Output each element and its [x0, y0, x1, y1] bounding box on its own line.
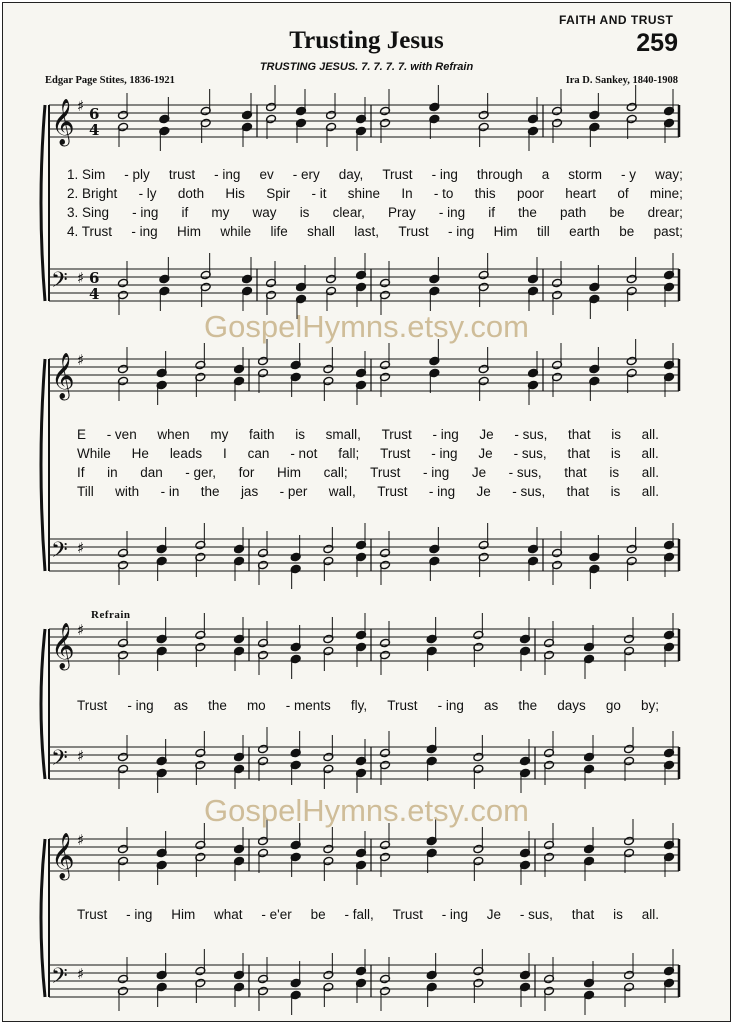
lyric-syllable: that [571, 907, 595, 922]
lyric-syllable: with [115, 484, 140, 499]
lyric-syllable: - per [279, 484, 308, 499]
system-brace [41, 839, 45, 997]
lyric-syllable: - ing [422, 465, 450, 480]
lyric-syllable: mine; [649, 186, 683, 201]
lyric-syllable: can [247, 446, 270, 461]
lyric-syllable: the [208, 698, 227, 713]
lyric-syllable: earth [569, 224, 600, 239]
lyric-syllable: all. [641, 465, 659, 480]
lyric-syllable: - sus, [513, 446, 547, 461]
lyric-syllable: - sus, [514, 427, 548, 442]
lyric-syllable: - fall, [344, 907, 374, 922]
lyric-syllable: While [77, 446, 111, 461]
system-brace [41, 359, 45, 571]
lyric-syllable: - ing [437, 698, 464, 713]
lyric-syllable: mo [246, 698, 266, 713]
hymn-title: Trusting Jesus [289, 27, 444, 54]
lyric-syllable: In [401, 186, 413, 201]
lyric-syllable: as [483, 698, 499, 713]
lyric-syllable: day, [338, 167, 364, 182]
lyric-syllable: is [299, 205, 310, 220]
system-brace [41, 105, 45, 301]
lyric-syllable: Him [276, 465, 301, 480]
lyric-syllable: Trust [387, 698, 418, 713]
lyric-syllable: Je [476, 484, 491, 499]
system-brace [41, 629, 45, 779]
lyric-syllable: shine [347, 186, 381, 201]
lyric-syllable: Pray [387, 205, 416, 220]
lyric-syllable: for [238, 465, 255, 480]
lyric-syllable: - ing [214, 167, 241, 182]
lyric-syllable: in [107, 465, 118, 480]
lyric-syllable: - e'er [261, 907, 292, 922]
lyric-syllable: by; [640, 698, 659, 713]
lyric-syllable: fall; [338, 446, 360, 461]
lyric-syllable: my [211, 205, 230, 220]
composer-credit: Ira D. Sankey, 1840-1908 [565, 75, 678, 86]
lyric-syllable: - to [433, 186, 454, 201]
lyric-syllable: storm [568, 167, 603, 182]
lyric-syllable: the [200, 484, 220, 499]
lyric-syllable: a [541, 167, 550, 182]
lyric-syllable: way [252, 205, 277, 220]
lyric-syllable: Spir [266, 186, 291, 201]
lyric-syllable: - ery [292, 167, 320, 182]
lyric-syllable: all. [641, 446, 659, 461]
lyric-syllable: is [610, 446, 621, 461]
lyric-syllable: that [567, 446, 591, 461]
lyric-syllable: - ing [431, 167, 458, 182]
lyric-syllable: through [476, 167, 523, 182]
lyric-syllable: - ments [285, 698, 331, 713]
lyric-syllable: the [518, 698, 538, 713]
verse-2-line-2 [77, 446, 659, 461]
lyric-syllable: poor [516, 186, 544, 201]
treble-clef: 𝄞 [51, 99, 75, 145]
lyric-syllable: this [474, 186, 496, 201]
key-signature-sharp: ♯ [77, 269, 85, 287]
lyric-syllable: - y [621, 167, 637, 182]
lyric-syllable: that [564, 465, 587, 480]
lyric-syllable: if [488, 205, 495, 220]
lyric-syllable: while [220, 224, 252, 239]
lyric-syllable: I [222, 446, 227, 461]
watermark-2: GospelHymns.etsy.com [203, 793, 529, 828]
verse-4-line-2 [77, 484, 659, 499]
time-signature-top: 6 [89, 269, 100, 287]
bass-clef: 𝄢 [51, 538, 68, 568]
lyric-syllable: when [157, 427, 190, 442]
music-notation [3, 3, 730, 1021]
verse-1-line-1 [67, 167, 683, 182]
lyric-syllable: is [609, 465, 620, 480]
verse-4-line-1 [67, 224, 683, 239]
bass-clef: 𝄢 [51, 746, 68, 776]
lyric-syllable: - ing [132, 205, 159, 220]
lyric-syllable: that [568, 427, 591, 442]
lyric-syllable: call; [323, 465, 348, 480]
lyric-syllable: that [566, 484, 590, 499]
lyric-syllable: way; [655, 167, 683, 182]
lyricist-credit: Edgar Page Stites, 1836-1921 [45, 75, 175, 86]
lyric-syllable: Trust [381, 427, 412, 442]
lyric-syllable: clear, [332, 205, 365, 220]
lyric-syllable: - ing [428, 484, 456, 499]
lyric-syllable: Trust [392, 907, 423, 922]
lyric-syllable: - ing [131, 224, 158, 239]
hymn-page [2, 2, 731, 1022]
lyric-syllable: Him [177, 224, 201, 239]
key-signature-sharp: ♯ [77, 351, 85, 369]
lyric-syllable: - ven [106, 427, 137, 442]
key-signature-sharp: ♯ [77, 539, 85, 557]
key-signature-sharp: ♯ [77, 97, 85, 115]
lyric-syllable: Trust [77, 907, 108, 922]
lyric-syllable: shall [307, 224, 335, 239]
lyric-syllable: is [610, 484, 621, 499]
key-signature-sharp: ♯ [77, 965, 85, 983]
lyric-syllable: wall, [328, 484, 356, 499]
lyric-syllable: the [518, 205, 537, 220]
lyric-syllable: jas [240, 484, 259, 499]
lyric-syllable: If [77, 465, 85, 480]
lyric-syllable: all. [641, 484, 659, 499]
lyric-syllable: - ing [431, 446, 458, 461]
lyric-syllable: - it [311, 186, 327, 201]
refrain-label: Refrain [91, 609, 131, 621]
lyric-syllable: Je [471, 465, 487, 480]
refrain-line-2 [77, 907, 659, 922]
time-signature-top: 6 [89, 105, 100, 123]
lyric-syllable: drear; [647, 205, 683, 220]
lyric-syllable: go [605, 698, 621, 713]
lyric-syllable: 1. Sim [67, 167, 106, 182]
lyric-syllable: faith [249, 427, 275, 442]
bass-clef: 𝄢 [51, 268, 68, 298]
section-label: FAITH AND TRUST [559, 13, 674, 27]
watermark: GospelHymns.etsy.com [203, 309, 529, 344]
lyric-syllable: leads [169, 446, 203, 461]
lyric-syllable: - ing [447, 224, 475, 239]
lyric-syllable: be [609, 205, 625, 220]
lyric-syllable: 4. Trust [67, 224, 113, 239]
lyric-syllable: - ing [127, 698, 154, 713]
verse-3-line-2 [77, 465, 659, 480]
lyric-syllable: path [560, 205, 587, 220]
key-signature-sharp: ♯ [77, 831, 85, 849]
lyric-syllable: heart [565, 186, 597, 201]
lyric-syllable: E [77, 427, 87, 442]
lyric-syllable: is [295, 427, 305, 442]
lyric-syllable: as [173, 698, 188, 713]
lyric-syllable: ev [259, 167, 274, 182]
lyric-syllable: Je [479, 427, 494, 442]
lyric-syllable: - ing [441, 907, 468, 922]
lyric-syllable: - ing [438, 205, 466, 220]
lyric-syllable: my [210, 427, 229, 442]
lyric-syllable: what [214, 907, 243, 922]
lyric-syllable: Him [493, 224, 518, 239]
lyric-syllable: - ing [126, 907, 153, 922]
hymn-number: 259 [636, 29, 678, 57]
lyric-syllable: Him [171, 907, 196, 922]
lyric-syllable: if [181, 205, 189, 220]
lyric-syllable: - sus, [512, 484, 546, 499]
lyric-syllable: Trust [370, 465, 401, 480]
lyric-syllable: all. [641, 907, 659, 922]
treble-clef: 𝄞 [51, 353, 75, 399]
lyric-syllable: days [557, 698, 586, 713]
lyric-syllable: Trust [398, 224, 429, 239]
lyric-syllable: small, [325, 427, 361, 442]
lyric-syllable: dan [140, 465, 163, 480]
verse-3-line-1 [67, 205, 683, 220]
treble-clef: 𝄞 [51, 623, 75, 669]
lyric-syllable: Trust [380, 446, 411, 461]
lyric-syllable: all. [641, 427, 659, 442]
lyric-syllable: is [611, 427, 621, 442]
lyric-syllable: - sus, [508, 465, 542, 480]
bass-clef: 𝄢 [51, 964, 68, 994]
lyric-syllable: be [310, 907, 326, 922]
lyric-syllable: - ing [432, 427, 459, 442]
lyric-syllable: Je [486, 907, 502, 922]
lyric-syllable: - ly [138, 186, 157, 201]
key-signature-sharp: ♯ [77, 747, 85, 765]
time-signature-bottom: 4 [89, 121, 100, 139]
lyric-syllable: - ger, [185, 465, 217, 480]
lyric-syllable: past; [653, 224, 683, 239]
lyric-syllable: Trust [77, 698, 108, 713]
lyric-syllable: is [613, 907, 623, 922]
refrain-line-1 [77, 698, 659, 713]
lyric-syllable: 2. Bright [67, 186, 118, 201]
treble-clef: 𝄞 [51, 833, 75, 879]
lyric-syllable: Je [478, 446, 493, 461]
lyric-syllable: fly, [350, 698, 368, 713]
lyric-syllable: doth [177, 186, 205, 201]
key-signature-sharp: ♯ [77, 621, 85, 639]
lyric-syllable: - not [290, 446, 318, 461]
time-signature-bottom: 4 [89, 285, 100, 303]
lyric-syllable: till [536, 224, 550, 239]
lyric-syllable: - in [160, 484, 180, 499]
lyric-syllable: His [225, 186, 245, 201]
tune-meter: TRUSTING JESUS. 7. 7. 7. 7. with Refrain [259, 61, 474, 73]
lyric-syllable: be [619, 224, 635, 239]
lyric-syllable: of [617, 186, 629, 201]
lyric-syllable: - sus, [519, 907, 553, 922]
lyric-syllable: He [131, 446, 149, 461]
lyric-syllable: last, [354, 224, 379, 239]
verse-1-line-2 [77, 427, 659, 442]
lyric-syllable: - ply [124, 167, 150, 182]
lyric-syllable: trust [168, 167, 196, 182]
lyric-syllable: Trust [382, 167, 413, 182]
verse-2-line-1 [67, 186, 683, 201]
lyric-syllable: 3. Sing [67, 205, 110, 220]
lyric-syllable: Till [77, 484, 94, 499]
lyric-syllable: Trust [377, 484, 408, 499]
lyric-syllable: life [270, 224, 288, 239]
